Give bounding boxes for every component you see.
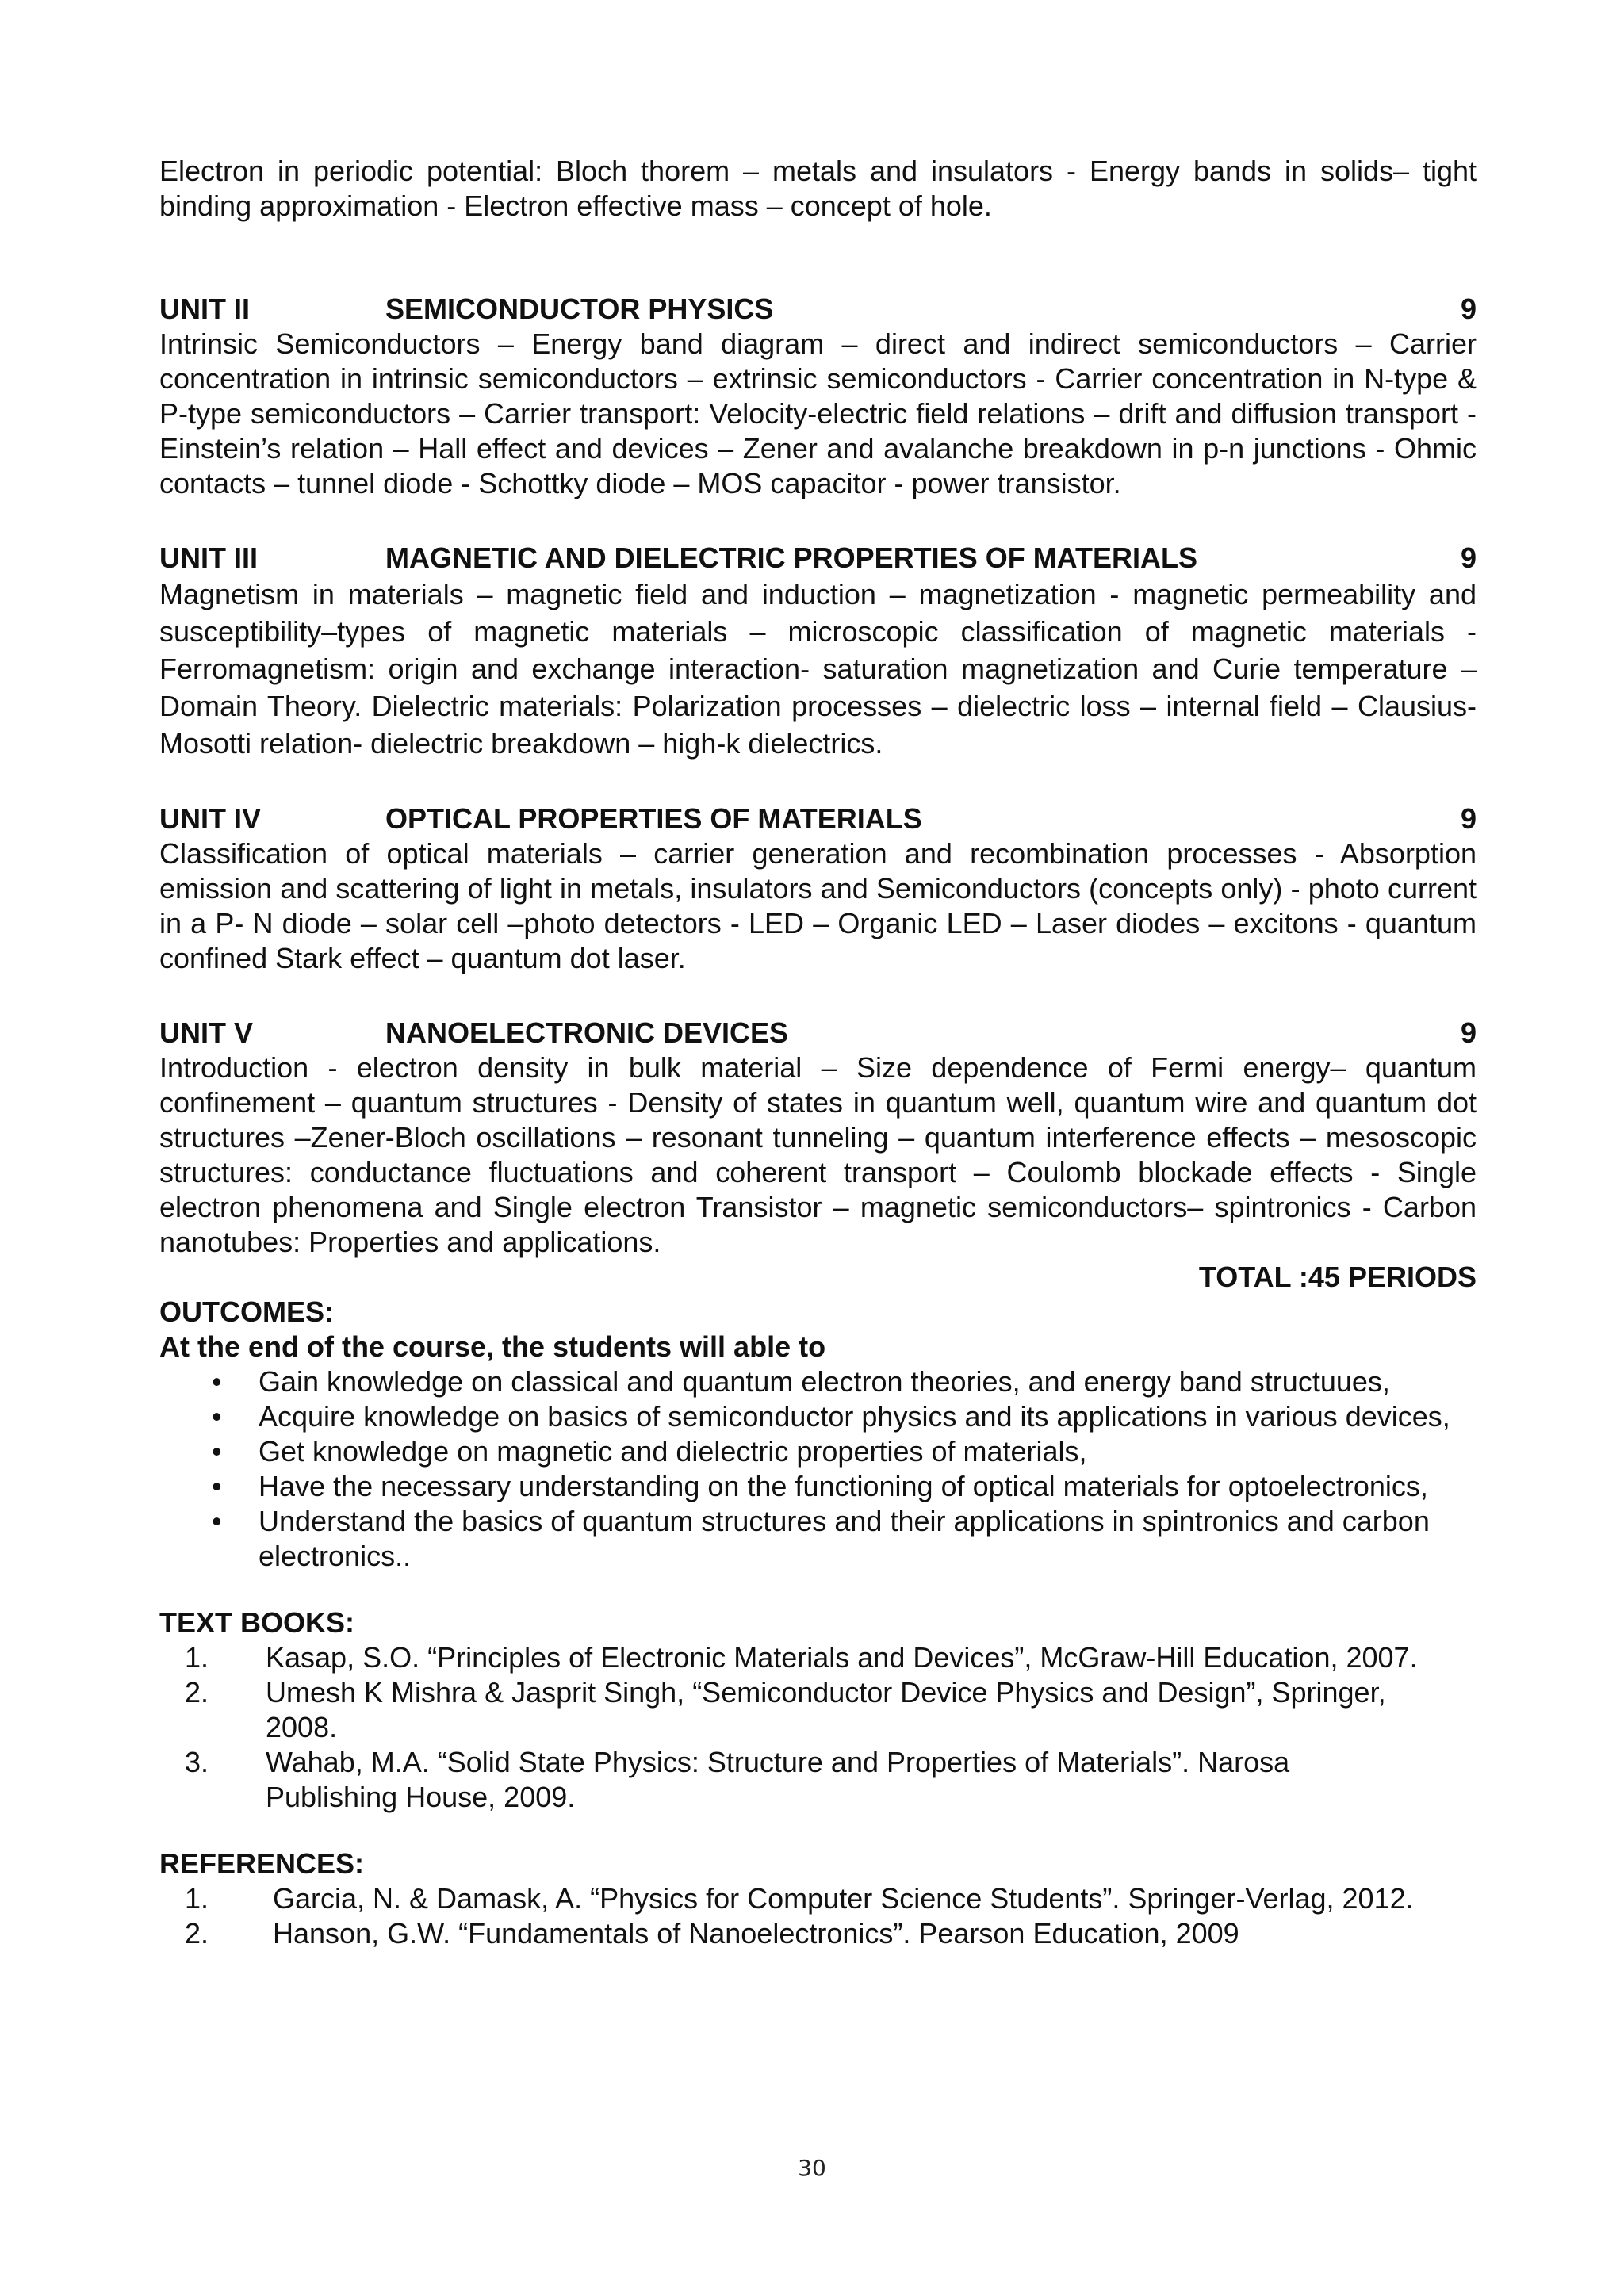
unit-4-heading bbox=[159, 802, 1477, 836]
list-item: 2. Hanson, G.W. “Fundamentals of Nanoelectronics”. Pearson Education, 2009 bbox=[185, 1917, 1239, 1950]
unit-2-heading bbox=[159, 292, 1477, 327]
list-item: • Have the necessary understanding on the functioning of optical materials for optoelectronics, bbox=[212, 1470, 1428, 1502]
unit-number: UNIT II bbox=[159, 293, 250, 325]
bullet-icon: • bbox=[212, 1505, 222, 1537]
outcomes-intro: At the end of the course, the students will able to bbox=[159, 1330, 826, 1363]
list-item: • Understand the basics of quantum structures and their applications in spintronics and carbon electronics.. bbox=[212, 1505, 1430, 1572]
unit-5-heading bbox=[159, 1016, 1477, 1050]
total-periods: TOTAL :45 PERIODS bbox=[1198, 1261, 1477, 1293]
unit-4-body: Classification of optical materials – carrier generation and recombination processes - Absorption emission and scattering of light in metals, insulators and Semiconductors (concepts only) - photo current in a P- N diode – solar cell –photo detectors - LED – Organic LED – Laser diodes – excitons - quantum confined Stark effect – quantum dot laser. bbox=[159, 837, 1477, 974]
bullet-icon: • bbox=[212, 1400, 222, 1433]
document-page bbox=[159, 154, 1477, 1951]
bullet-icon: • bbox=[212, 1435, 222, 1468]
list-item: • Acquire knowledge on basics of semiconductor physics and its applications in various devices, bbox=[212, 1400, 1450, 1433]
references-list bbox=[159, 1881, 1477, 1951]
list-item: 2. Umesh K Mishra & Jasprit Singh, “Semiconductor Device Physics and Design”, Springer, 2008. bbox=[185, 1676, 1386, 1743]
list-item: 1. Garcia, N. & Damask, A. “Physics for Computer Science Students”. Springer-Verlag, 2012. bbox=[185, 1882, 1414, 1915]
unit-title: OPTICAL PROPERTIES OF MATERIALS bbox=[385, 802, 922, 835]
unit-credits: 9 bbox=[1460, 802, 1477, 835]
unit-credits: 9 bbox=[1460, 1016, 1477, 1049]
list-item: • Get knowledge on magnetic and dielectric properties of materials, bbox=[212, 1435, 1087, 1468]
list-item: • Gain knowledge on classical and quantum electron theories, and energy band structuues, bbox=[212, 1365, 1390, 1398]
text-books-list bbox=[159, 1640, 1477, 1815]
unit-credits: 9 bbox=[1460, 541, 1477, 574]
unit-3-body: Magnetism in materials – magnetic field and induction – magnetization - magnetic permeability and susceptibility–types of magnetic materials – microscopic classification of magnetic materials - Ferromagnetism: origin and exchange interaction- saturation magnetization and Curie temperature – Domain Theory. Dielectric materials: Polarization processes – dielectric loss – internal field – Clausius-Mosotti relation- dielectric breakdown – high-k dielectrics. bbox=[159, 578, 1477, 760]
unit-number: UNIT IV bbox=[159, 802, 262, 835]
unit-number: UNIT V bbox=[159, 1016, 254, 1049]
unit-2-body: Intrinsic Semiconductors – Energy band diagram – direct and indirect semiconductors – Carrier concentration in intrinsic semiconductors – extrinsic semiconductors - Carrier concentration in N-type & P-type semiconductors – Carrier transport: Velocity-electric field relations – drift and diffusion transport - Einstein’s relation – Hall effect and devices – Zener and avalanche breakdown in p-n junctions - Ohmic contacts – tunnel diode - Schottky diode – MOS capacitor - power transistor. bbox=[159, 327, 1477, 499]
unit-title: NANOELECTRONIC DEVICES bbox=[385, 1016, 789, 1049]
outcomes-heading: OUTCOMES: bbox=[159, 1295, 334, 1328]
intro-paragraph: Electron in periodic potential: Bloch thorem – metals and insulators - Energy bands in solids– tight binding approximation - Electron effective mass – concept of hole. bbox=[159, 155, 1477, 222]
unit-title: MAGNETIC AND DIELECTRIC PROPERTIES OF MATERIALS bbox=[385, 541, 1198, 574]
unit-credits: 9 bbox=[1460, 293, 1477, 325]
list-item: 3. Wahab, M.A. “Solid State Physics: Structure and Properties of Materials”. Narosa Publishing House, 2009. bbox=[185, 1746, 1290, 1813]
unit-title: SEMICONDUCTOR PHYSICS bbox=[385, 293, 774, 325]
bullet-icon: • bbox=[212, 1470, 222, 1502]
unit-number: UNIT III bbox=[159, 541, 258, 574]
unit-3-heading bbox=[159, 541, 1477, 576]
bullet-icon: • bbox=[212, 1365, 222, 1398]
list-item: 1. Kasap, S.O. “Principles of Electronic Materials and Devices”, McGraw-Hill Education, 2007. bbox=[185, 1641, 1418, 1674]
text-books-heading: TEXT BOOKS: bbox=[159, 1606, 355, 1639]
outcomes-list bbox=[159, 1364, 1477, 1574]
page-number: 30 bbox=[798, 2155, 826, 2181]
unit-5-body: Introduction - electron density in bulk material – Size dependence of Fermi energy– quantum confinement – quantum structures - Density of states in quantum well, quantum wire and quantum dot structures –Zener-Bloch oscillations – resonant tunneling – quantum interference effects – mesoscopic structures: conductance fluctuations and coherent transport – Coulomb blockade effects - Single electron phenomena and Single electron Transistor – magnetic semiconductors– spintronics - Carbon nanotubes: Properties and applications. bbox=[159, 1051, 1477, 1258]
references-heading: REFERENCES: bbox=[159, 1847, 365, 1880]
